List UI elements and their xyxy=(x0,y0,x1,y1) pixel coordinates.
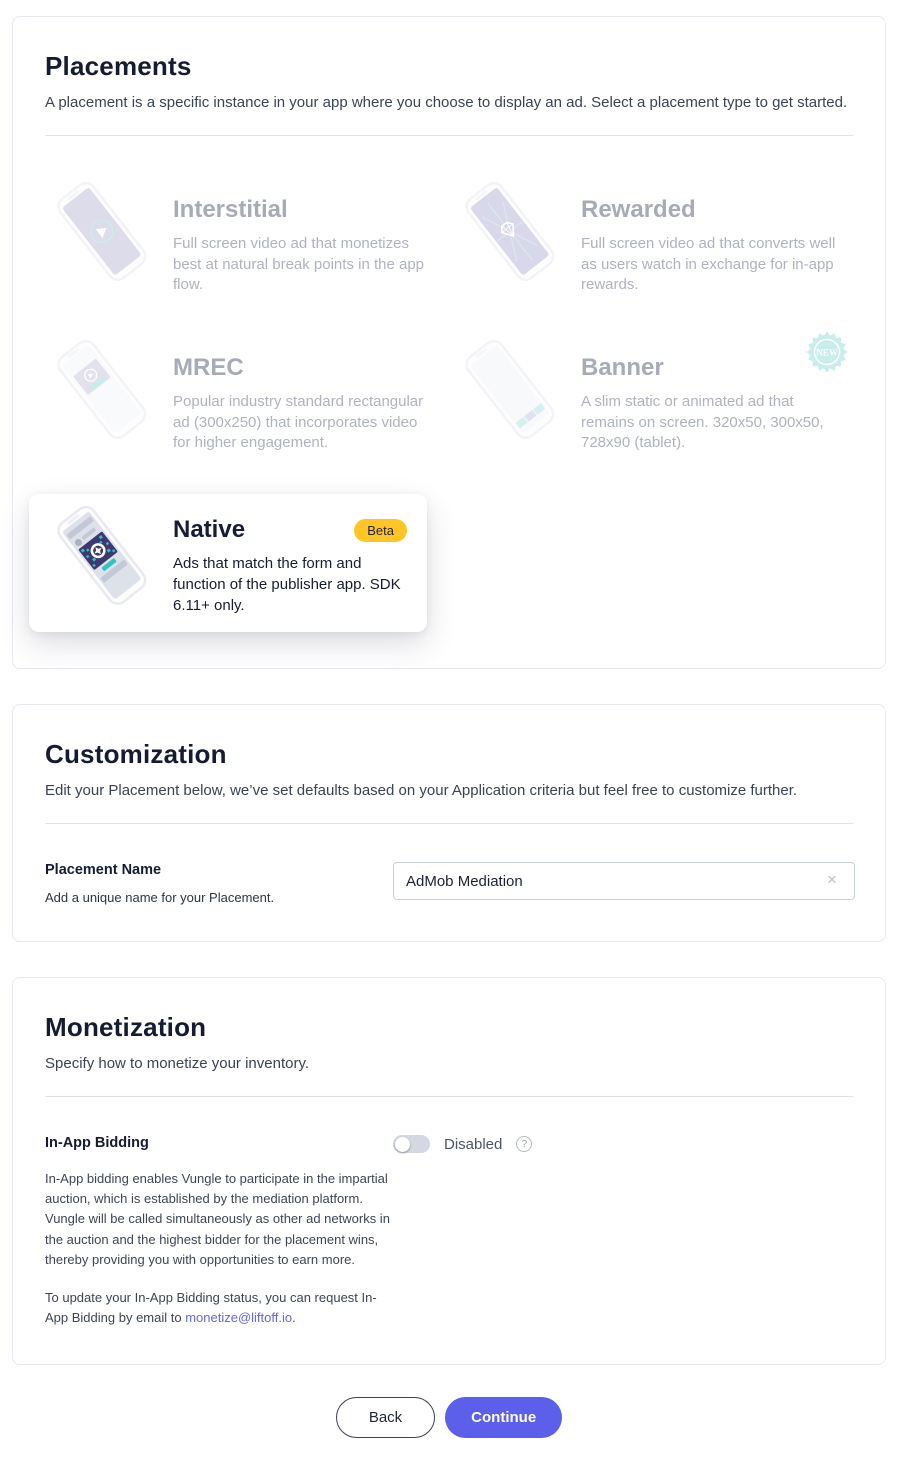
placement-description: Full screen video ad that converts well as users watch in exchange for in-app rewards. xyxy=(581,235,836,294)
in-app-bidding-status: Disabled xyxy=(444,1135,503,1153)
native-phone-icon xyxy=(45,506,157,606)
monetization-title: Monetization xyxy=(45,1012,207,1043)
placement-description: Popular industry standard rectangular ad (300x250) that incorporates video for higher engagement. xyxy=(173,393,424,452)
customization-card xyxy=(12,704,886,942)
placements-card xyxy=(12,16,886,669)
placement-description: A slim static or animated ad that remains on screen. 320x50, 300x50, 728x90 (tablet). xyxy=(581,393,824,452)
new-badge-label: NEW xyxy=(816,347,838,358)
continue-button[interactable]: Continue xyxy=(445,1397,562,1438)
placement-type-grid xyxy=(45,182,853,632)
placement-title: Banner xyxy=(581,354,664,382)
monetize-email-link[interactable]: monetize@liftoff.io xyxy=(185,1310,293,1326)
in-app-bidding-toggle[interactable] xyxy=(393,1135,430,1153)
in-app-bidding-label: In-App Bidding xyxy=(45,1135,149,1152)
divider xyxy=(45,1096,853,1097)
interstitial-phone-icon xyxy=(45,182,157,282)
divider xyxy=(45,823,853,824)
back-button[interactable]: Back xyxy=(336,1397,435,1438)
placement-name-input[interactable] xyxy=(393,862,855,900)
monetization-subtitle: Specify how to monetize your inventory. xyxy=(45,1055,310,1073)
placement-option-interstitial[interactable] xyxy=(45,182,445,296)
divider xyxy=(45,135,853,136)
customization-title: Customization xyxy=(45,739,227,770)
in-app-bidding-description: In-App bidding enables Vungle to participate in the impartial auction, which is established by the mediation platform. Vungle will be called simultaneously as other ad networks in the auction and the highest bidder for the placement wins, thereby providing you with opportunities to earn more. xyxy=(45,1171,390,1267)
placement-title: Native xyxy=(173,516,246,544)
new-badge xyxy=(805,330,849,374)
in-app-bidding-contact: To update your In-App Bidding status, you can request In-App Bidding by email to monetize@liftoff.io. xyxy=(45,1289,377,1326)
placement-title: Interstitial xyxy=(173,196,288,223)
placement-title: MREC xyxy=(173,354,244,382)
monetization-card xyxy=(12,977,886,1365)
beta-badge: Beta xyxy=(354,519,407,542)
in-app-bidding-row xyxy=(45,1135,853,1328)
placements-title: Placements xyxy=(45,51,192,81)
clear-input-icon[interactable]: × xyxy=(827,870,837,890)
customization-subtitle: Edit your Placement below, we’ve set defaults based on your Application criteria but feel free to customize further. xyxy=(45,782,798,800)
help-icon[interactable]: ? xyxy=(516,1136,532,1152)
placement-option-rewarded[interactable] xyxy=(453,182,853,296)
placement-title: Rewarded xyxy=(581,196,696,223)
rewarded-phone-icon xyxy=(453,182,565,282)
banner-phone-icon xyxy=(453,340,565,440)
footer-actions xyxy=(0,1397,898,1438)
placement-option-mrec[interactable] xyxy=(45,340,445,454)
placement-option-banner[interactable] xyxy=(453,340,853,454)
placement-name-row xyxy=(45,862,853,905)
placement-name-label: Placement Name xyxy=(45,862,162,879)
toggle-knob xyxy=(395,1137,410,1152)
placements-subtitle: A placement is a specific instance in your app where you choose to display an ad. Select a placement type to get started. xyxy=(45,94,848,111)
mrec-phone-icon xyxy=(45,340,157,440)
placement-description: Full screen video ad that monetizes best at natural break points in the app flow. xyxy=(173,235,425,294)
placement-option-native[interactable] xyxy=(29,494,427,632)
placement-name-helper: Add a unique name for your Placement. xyxy=(45,890,275,906)
placement-description: Ads that match the form and function of the publisher app. SDK 6.11+ only. xyxy=(173,555,401,614)
